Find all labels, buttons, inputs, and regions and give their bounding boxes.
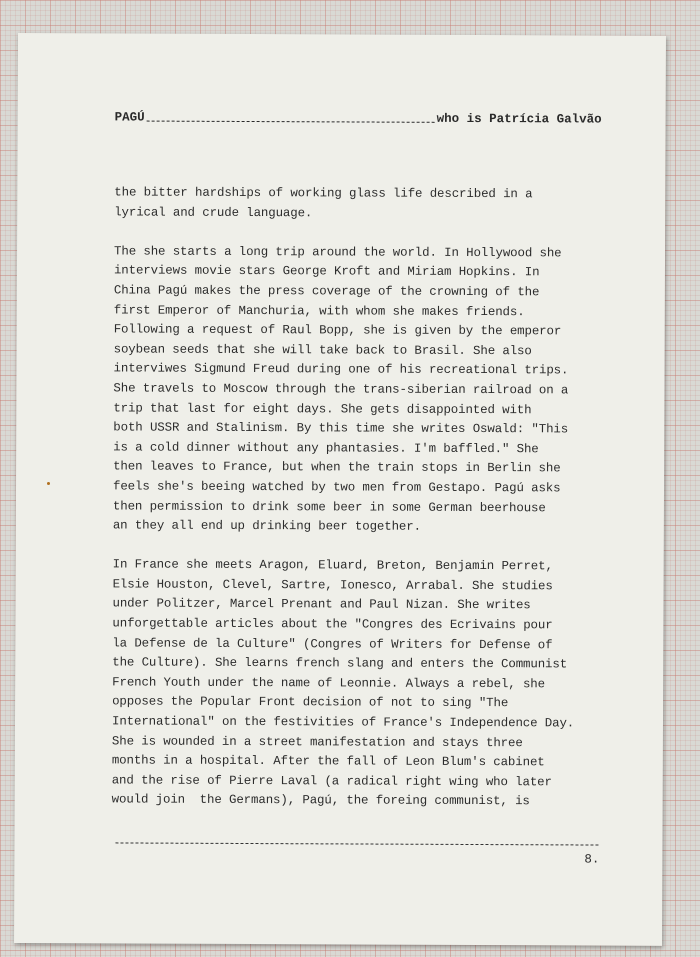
text-line: opposes the Popular Front decision of not to sing "The	[112, 694, 509, 711]
text-line: then permission to drink some beer in some German beerhouse	[112, 498, 546, 515]
text-line: first Emperor of Manchuria, with whom she makes friends.	[113, 302, 525, 319]
text-line: months in a hospital. After the fall of Leon Blum's cabinet	[111, 753, 545, 770]
text-line: She is wounded in a street manifestation and stays three	[111, 734, 523, 750]
text-line: She travels to Moscow through the trans-siberian railroad on a	[113, 381, 569, 398]
text-line: The she starts a long trip around the world. In Hollywood she	[114, 244, 562, 261]
text-line: French Youth under the name of Leonnie. Always a rebel, she	[112, 675, 546, 692]
text-line: interviwes Sigmund Freud during one of his recreational trips.	[113, 361, 569, 378]
text-line: Following a request of Raul Bopp, she is given by the emperor	[113, 322, 562, 339]
paper-speck	[47, 482, 50, 485]
running-header	[115, 106, 602, 126]
text-line: Elsie Houston, Clevel, Sartre, Ionesco, Arrabal. She studies	[112, 577, 553, 594]
header-author: PAGÚ	[114, 110, 145, 125]
document-page	[14, 33, 666, 946]
paragraph	[114, 183, 614, 224]
text-line: International" on the festivities of France's Independence Day.	[111, 714, 575, 731]
text-line: then leaves to France, but when the train stops in Berlin she	[113, 459, 561, 476]
text-line: la Defense de la Culture" (Congres of Writers for Defense of	[112, 636, 553, 652]
text-line: feels she's beeing watched by two men from Gestapo. Pagú asks	[112, 479, 561, 496]
text-line: trip that last for eight days. She gets disappointed with	[113, 400, 532, 417]
text-line: both USSR and Stalinism. By this time she writes Oswald: "This	[113, 420, 569, 437]
body-text	[112, 183, 615, 832]
text-line: China Pagú makes the press coverage of the crowning of the	[113, 283, 540, 300]
paragraph	[112, 556, 613, 813]
text-line: lyrical and crude language.	[114, 205, 313, 220]
text-line: and the rise of Pierre Laval (a radical right wing who later	[111, 773, 552, 790]
footer-dash-line	[115, 842, 598, 845]
text-line: is a cold dinner without any phantasies. I'm baffled." She	[113, 440, 539, 456]
text-line: interviews movie stars George Kroft and Miriam Hopkins. In	[113, 263, 540, 280]
header-dash-line	[147, 121, 435, 123]
text-line: an they all end up drinking beer together.	[112, 518, 421, 534]
text-line: under Politzer, Marcel Prenant and Paul Nizan. She writes	[112, 596, 531, 613]
text-line: In France she meets Aragon, Eluard, Breton, Benjamin Perret,	[112, 557, 553, 574]
header-title: who is Patrícia Galvão	[436, 111, 602, 127]
text-line: soybean seeds that she will take back to Brasil. She also	[113, 342, 532, 358]
paragraph	[113, 242, 614, 538]
text-line: the Culture). She learns french slang and enters the Communist	[112, 655, 568, 672]
page-number: 8.	[584, 852, 600, 867]
text-line: would join the Germans), Pagú, the foreing communist, is	[111, 792, 530, 809]
text-line: the bitter hardships of working glass life described in a	[114, 185, 533, 202]
text-line: unforgettable articles about the "Congres des Ecrivains pour	[112, 616, 553, 633]
